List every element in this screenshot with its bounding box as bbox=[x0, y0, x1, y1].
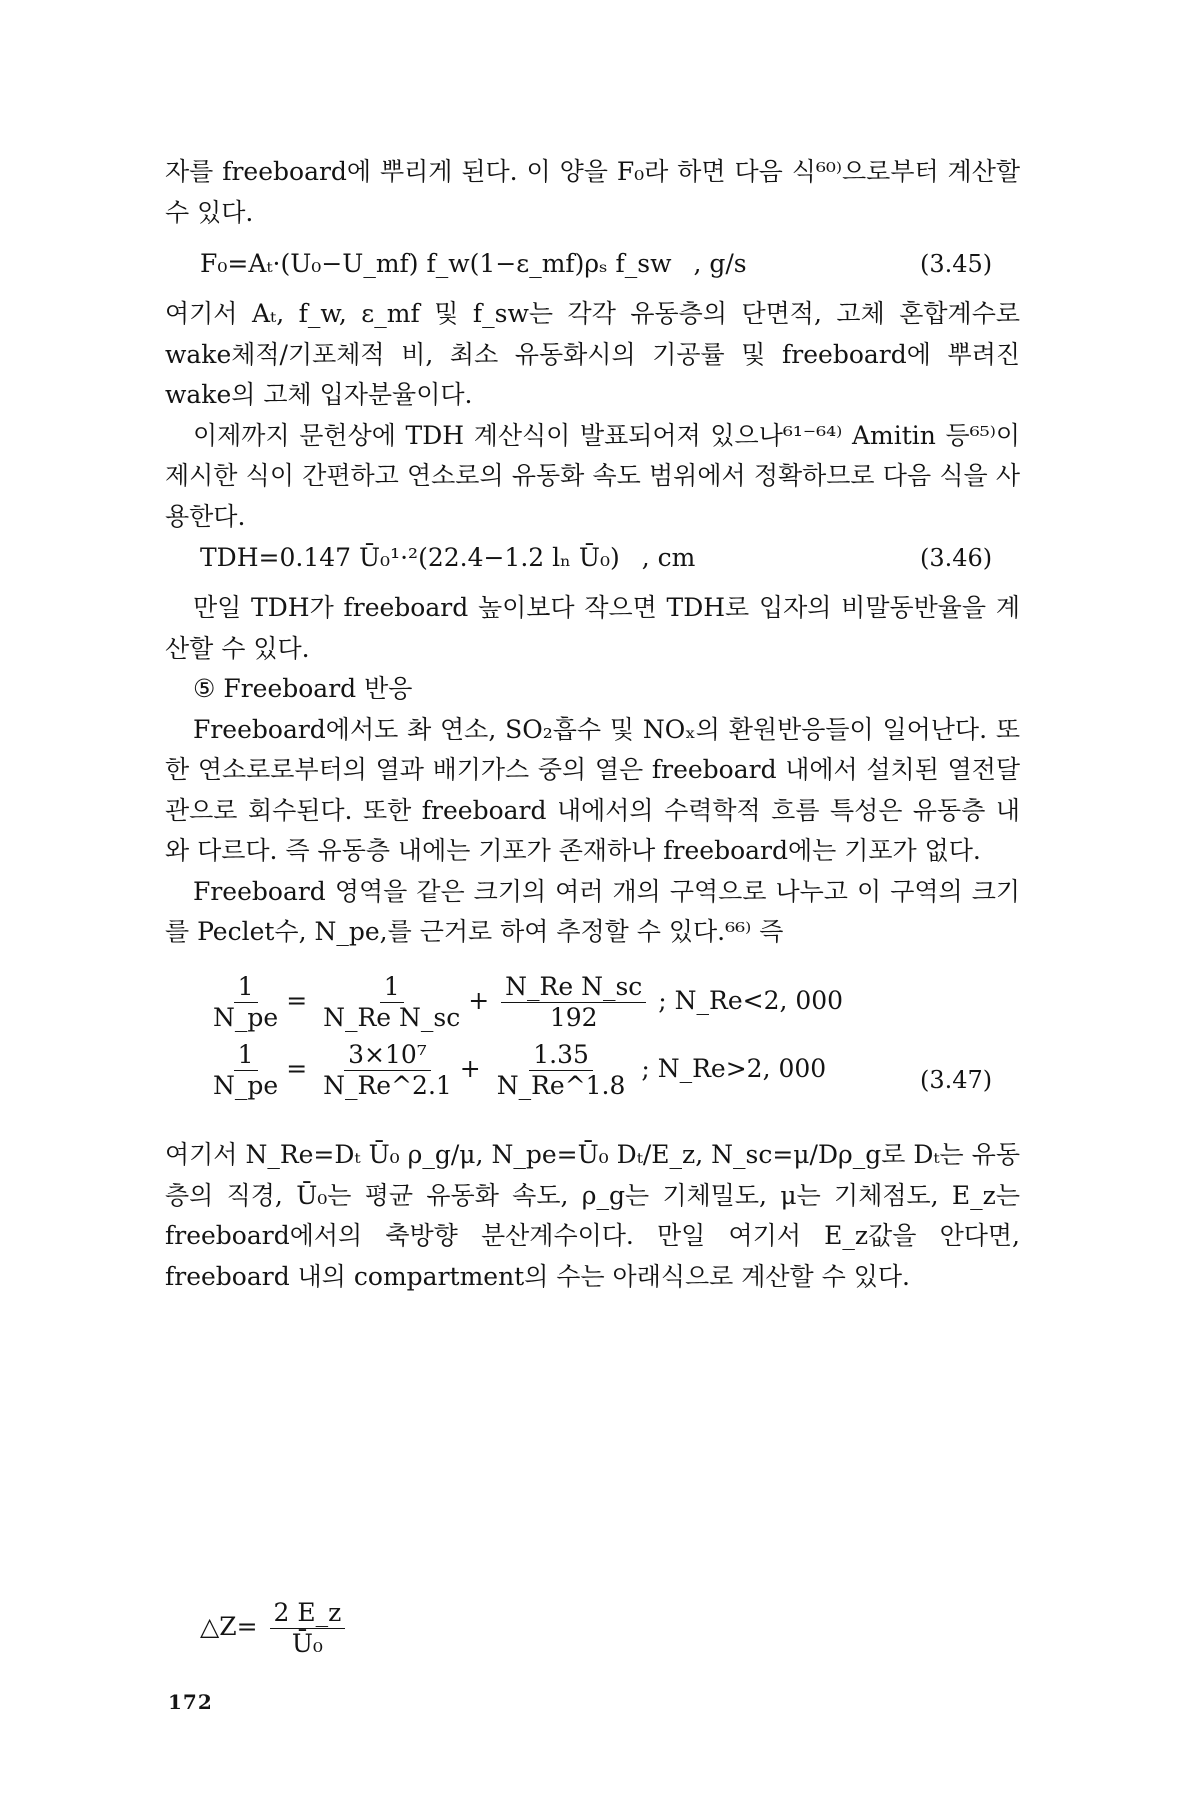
equation-3-48-lhs: △Z= bbox=[200, 1612, 258, 1641]
equation-3-45-number: (3.45) bbox=[920, 250, 993, 278]
eq347-l2-term1-fraction: $\frac{\text{3×10⁷}}{N\_Re\^{}2.1}$ bbox=[323, 1040, 452, 1100]
paragraph-definitions: 여기서 Aₜ, f_w, ε_mf 및 f_sw는 각각 유동층의 단면적, 고체 혼합계수로 wake체적/기포체적 비, 최소 유동화시의 기공률 및 freeboard에 뿌려진 wake의 고체 입자분율이다. bbox=[165, 299, 1020, 409]
paragraph-peclet: Freeboard 영역을 같은 크기의 여러 개의 구역으로 나누고 이 구역의 크기를 Peclet수, N_pe,를 근거로 하여 추정할 수 있다.⁶⁶⁾ 즉 bbox=[165, 876, 1020, 946]
eq347-l2-condition: ; N_Re>2, 000 bbox=[641, 1054, 827, 1083]
equation-3-46-number: (3.46) bbox=[920, 544, 993, 572]
equation-3-48-fraction: $\frac{2 E\_z}{\text{Ū₀}}$ bbox=[270, 1600, 346, 1657]
paragraph-variables-block bbox=[165, 1135, 1020, 1297]
eq347-l2-term2-fraction: $\frac{1.35}{N\_Re\^{}1.8}$ bbox=[496, 1040, 626, 1100]
paragraph-tdh: 이제까지 문헌상에 TDH 계산식이 발표되어져 있으나⁶¹⁻⁶⁴⁾ Amitin 등⁶⁵⁾이 제시한 식이 간편하고 연소로의 유동화 속도 범위에서 정확하므로 다음 식을 사용한다. bbox=[165, 420, 1020, 531]
paragraph-intro: 자를 freeboard에 뿌리게 된다. 이 양을 F₀라 하면 다음 식⁶⁰⁾으로부터 계산할 수 있다. bbox=[165, 157, 1020, 227]
equation-3-47-line2: $\frac{1}{N\_pe}$ = $\frac{\text{3×10⁷}}{N\_Re\^{}2.1}$ + $\frac{1.35}{N\_Re\^{}1.8}$ ; N_Re>2, 000 bbox=[205, 1042, 826, 1099]
equation-3-47-number: (3.47) bbox=[920, 1066, 993, 1094]
equation-3-48 bbox=[200, 1600, 349, 1657]
eq347-l1-term2-fraction: $\frac{\text{N\_Re N\_sc}}{192}$ bbox=[501, 974, 646, 1031]
section-heading-freeboard-reaction: ⑤ Freeboard 반응 bbox=[193, 674, 413, 703]
equation-3-47-line1: $\frac{1}{N\_pe}$ = $\frac{1}{\text{N\_Re N\_sc}}$ + $\frac{\text{N\_Re N\_sc}}{192}$ ; N_Re<2, 000 bbox=[205, 974, 843, 1031]
paragraph-freeboard-reaction: Freeboard에서도 촤 연소, SO₂흡수 및 NOₓ의 환원반응들이 일어난다. 또한 연소로로부터의 열과 배기가스 중의 열은 freeboard 내에서 설치된 열전달관으로 회수된다. 또한 freeboard 내에서의 수력학적 흐름 특성은 유동층 내와 다르다. 즉 유동층 내에는 기포가 존재하나 freeboard에는 기포가 없다. bbox=[165, 714, 1020, 865]
paragraph-entrainment: 만일 TDH가 freeboard 높이보다 작으면 TDH로 입자의 비말동반율을 계산할 수 있다. bbox=[165, 593, 1020, 663]
eq347-l1-lhs-fraction: $\frac{1}{N\_pe}$ bbox=[213, 972, 279, 1032]
equation-3-46-formula: TDH=0.147 Ū₀¹·²(22.4−1.2 lₙ Ū₀) bbox=[200, 543, 620, 572]
equation-3-46-unit: , cm bbox=[641, 543, 696, 572]
equation-3-45-formula: F₀=Aₜ·(U₀−U_mf) f_w(1−ε_mf)ρₛ f_sw bbox=[200, 249, 672, 278]
eq347-l2-lhs-fraction: $\frac{1}{N\_pe}$ bbox=[213, 1040, 279, 1100]
paragraph-variables: 여기서 N_Re=Dₜ Ū₀ ρ_g/μ, N_pe=Ū₀ Dₜ/E_z, N_sc=μ/Dρ_g로 Dₜ는 유동층의 직경, Ū₀는 평균 유동화 속도, ρ_g는 기체밀도, μ는 기체점도, E_z는 freeboard에서의 축방향 분산계수이다. 만일 여기서 E_z값을 안다면, freeboard 내의 compartment의 수는 아래식으로 계산할 수 있다. bbox=[165, 1140, 1020, 1291]
equation-3-46 bbox=[200, 540, 695, 576]
paragraph-freeboard-block bbox=[165, 588, 1020, 953]
equation-3-45 bbox=[200, 246, 747, 282]
page-number: 172 bbox=[168, 1690, 213, 1714]
paragraph-definitions-block bbox=[165, 294, 1020, 537]
paragraph-intro-block bbox=[165, 152, 1020, 233]
eq347-l1-condition: ; N_Re<2, 000 bbox=[658, 986, 844, 1015]
eq347-l1-term1-fraction: $\frac{1}{\text{N\_Re N\_sc}}$ bbox=[323, 972, 461, 1032]
equation-3-45-unit: , g/s bbox=[693, 249, 747, 278]
